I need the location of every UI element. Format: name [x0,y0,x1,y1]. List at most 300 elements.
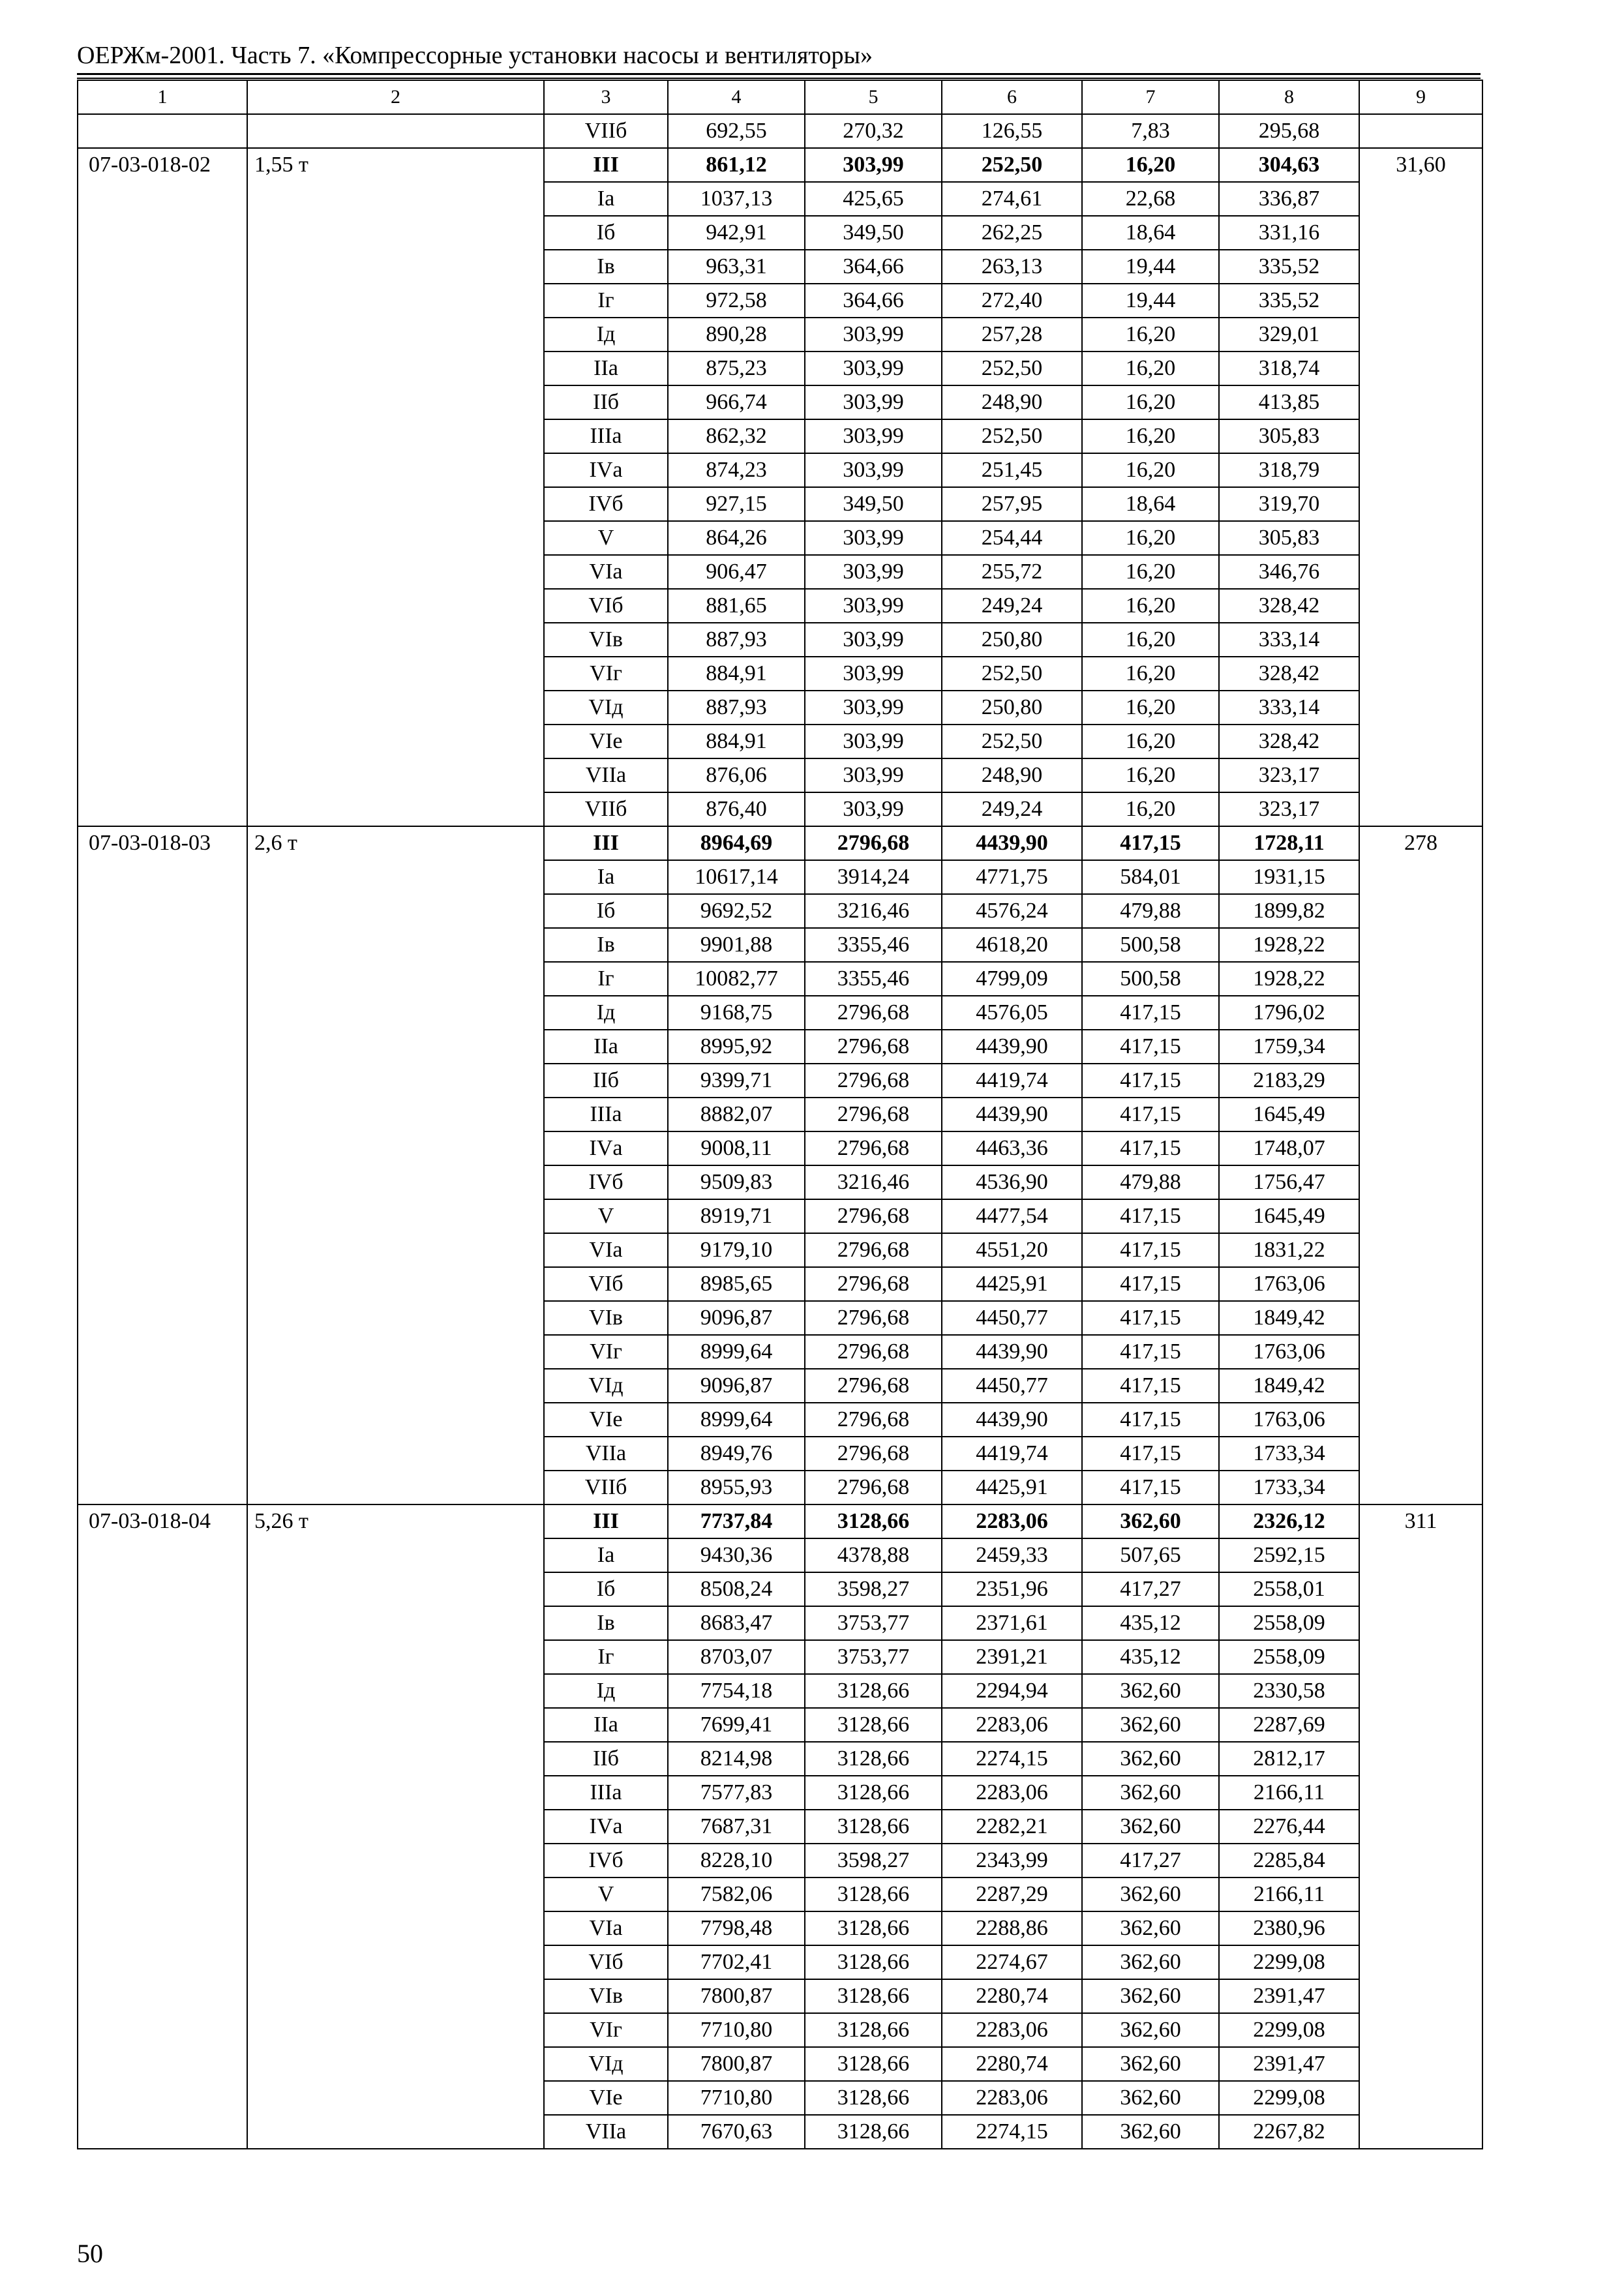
value-cell: 303,99 [805,555,942,589]
value-cell: 16,20 [1082,318,1219,352]
value-cell: 2558,01 [1219,1572,1359,1606]
value-cell: 876,40 [668,792,805,826]
value-cell: 250,80 [942,691,1082,725]
zone-cell: VIа [544,1233,668,1267]
zone-cell: IVа [544,453,668,487]
value-cell: 7577,83 [668,1776,805,1810]
header-rule-thin [77,78,1481,79]
value-cell: 7582,06 [668,1878,805,1911]
value-cell: 3128,66 [805,1979,942,2013]
value-cell: 333,14 [1219,623,1359,657]
value-cell: 8999,64 [668,1335,805,1369]
zone-cell: VIIа [544,2115,668,2149]
value-cell: 1733,34 [1219,1437,1359,1471]
value-cell: 417,15 [1082,826,1219,860]
value-cell: 1645,49 [1219,1098,1359,1131]
value-cell: 9096,87 [668,1301,805,1335]
value-cell: 417,15 [1082,1369,1219,1403]
value-cell: 2459,33 [942,1538,1082,1572]
value-cell: 16,20 [1082,148,1219,182]
value-cell: 2796,68 [805,1233,942,1267]
value-cell: 16,20 [1082,589,1219,623]
value-cell: 2299,08 [1219,1945,1359,1979]
value-cell: 3128,66 [805,1674,942,1708]
value-cell: 417,15 [1082,996,1219,1030]
value-cell: 2183,29 [1219,1064,1359,1098]
value-cell: 9399,71 [668,1064,805,1098]
value-cell: 417,15 [1082,1267,1219,1301]
value-cell: 2391,47 [1219,2047,1359,2081]
value-cell: 1931,15 [1219,860,1359,894]
value-cell: 8683,47 [668,1606,805,1640]
value-cell: 7754,18 [668,1674,805,1708]
value-cell: 2796,68 [805,826,942,860]
value-cell: 1748,07 [1219,1131,1359,1165]
value-cell: 362,60 [1082,1979,1219,2013]
value-cell: 8228,10 [668,1844,805,1878]
zone-cell: Iа [544,182,668,216]
value-cell: 319,70 [1219,487,1359,521]
zone-cell: Iб [544,216,668,250]
value-cell: 252,50 [942,148,1082,182]
value-cell: 2796,68 [805,1098,942,1131]
value-cell: 479,88 [1082,894,1219,928]
value-cell: 3128,66 [805,1878,942,1911]
value-cell: 2276,44 [1219,1810,1359,1844]
value-cell: 362,60 [1082,1945,1219,1979]
value-cell: 887,93 [668,691,805,725]
table-row [78,114,1482,148]
zone-cell: IVа [544,1810,668,1844]
value-cell: 335,52 [1219,250,1359,284]
value-cell: 425,65 [805,182,942,216]
value-cell: 927,15 [668,487,805,521]
value-cell: 417,15 [1082,1301,1219,1335]
value-cell: 364,66 [805,284,942,318]
value-cell: 248,90 [942,758,1082,792]
value-cell: 417,15 [1082,1030,1219,1064]
value-cell: 3355,46 [805,962,942,996]
mass-cell: 5,26 т [247,1504,544,2149]
zone-cell: VIд [544,2047,668,2081]
value-cell: 257,95 [942,487,1082,521]
value-cell: 1849,42 [1219,1369,1359,1403]
value-cell: 2283,06 [942,2081,1082,2115]
value-cell: 2796,68 [805,1471,942,1504]
zone-cell: VIд [544,1369,668,1403]
value-cell: 3598,27 [805,1844,942,1878]
mass-cell: 1,55 т [247,148,544,826]
extra-value-cell: 278 [1359,826,1482,1504]
value-cell: 16,20 [1082,691,1219,725]
value-cell: 2285,84 [1219,1844,1359,1878]
value-cell: 3128,66 [805,1911,942,1945]
value-cell: 7737,84 [668,1504,805,1538]
value-cell: 249,24 [942,792,1082,826]
value-cell: 303,99 [805,521,942,555]
value-cell: 942,91 [668,216,805,250]
value-cell: 335,52 [1219,284,1359,318]
value-cell: 19,44 [1082,250,1219,284]
value-cell: 2796,68 [805,1301,942,1335]
value-cell: 3128,66 [805,2115,942,2149]
value-cell: 274,61 [942,182,1082,216]
value-cell: 4439,90 [942,1098,1082,1131]
value-cell: 3128,66 [805,2081,942,2115]
value-cell: 3753,77 [805,1640,942,1674]
value-cell: 249,24 [942,589,1082,623]
value-cell: 2166,11 [1219,1878,1359,1911]
value-cell: 295,68 [1219,114,1359,148]
value-cell: 417,15 [1082,1437,1219,1471]
value-cell: 263,13 [942,250,1082,284]
value-cell: 2796,68 [805,1403,942,1437]
value-cell: 2796,68 [805,1064,942,1098]
value-cell: 16,20 [1082,385,1219,419]
value-cell: 16,20 [1082,657,1219,691]
value-cell: 3216,46 [805,894,942,928]
value-cell: 2287,29 [942,1878,1082,1911]
value-cell: 417,15 [1082,1335,1219,1369]
zone-cell: Iв [544,250,668,284]
zone-cell: VIг [544,1335,668,1369]
value-cell: 963,31 [668,250,805,284]
zone-cell: Iг [544,1640,668,1674]
value-cell: 362,60 [1082,2013,1219,2047]
value-cell: 2287,69 [1219,1708,1359,1742]
value-cell: 323,17 [1219,792,1359,826]
extra-value-cell: 311 [1359,1504,1482,2149]
zone-cell: IVб [544,1844,668,1878]
value-cell: 328,42 [1219,725,1359,758]
zone-cell: VIIа [544,758,668,792]
value-cell: 303,99 [805,352,942,385]
zone-cell: Iд [544,996,668,1030]
value-cell: 3128,66 [805,1708,942,1742]
value-cell: 4576,05 [942,996,1082,1030]
value-cell: 362,60 [1082,2081,1219,2115]
value-cell: 362,60 [1082,1742,1219,1776]
value-cell: 362,60 [1082,1776,1219,1810]
value-cell: 16,20 [1082,453,1219,487]
value-cell: 328,42 [1219,589,1359,623]
value-cell: 9168,75 [668,996,805,1030]
value-cell: 2282,21 [942,1810,1082,1844]
zone-cell: IVб [544,1165,668,1199]
zone-cell: VIб [544,1945,668,1979]
value-cell: 4450,77 [942,1369,1082,1403]
value-cell: 362,60 [1082,1810,1219,1844]
value-cell: 364,66 [805,250,942,284]
value-cell: 346,76 [1219,555,1359,589]
value-cell: 304,63 [1219,148,1359,182]
value-cell: 349,50 [805,487,942,521]
value-cell: 318,74 [1219,352,1359,385]
column-number-cell: 2 [247,80,544,114]
value-cell: 4551,20 [942,1233,1082,1267]
zone-cell: IIIа [544,1098,668,1131]
value-cell: 22,68 [1082,182,1219,216]
value-cell: 4771,75 [942,860,1082,894]
value-cell: 362,60 [1082,2047,1219,2081]
value-cell: 417,27 [1082,1844,1219,1878]
value-cell: 3914,24 [805,860,942,894]
value-cell: 9430,36 [668,1538,805,1572]
value-cell: 8214,98 [668,1742,805,1776]
value-cell: 1759,34 [1219,1030,1359,1064]
value-cell: 362,60 [1082,1878,1219,1911]
value-cell: 305,83 [1219,419,1359,453]
value-cell: 362,60 [1082,2115,1219,2149]
value-cell: 318,79 [1219,453,1359,487]
column-number-cell: 1 [78,80,247,114]
value-cell: 1899,82 [1219,894,1359,928]
zone-cell: IIIа [544,419,668,453]
value-cell: 16,20 [1082,555,1219,589]
value-cell: 4419,74 [942,1064,1082,1098]
value-cell: 4463,36 [942,1131,1082,1165]
value-cell: 3128,66 [805,1742,942,1776]
value-cell: 303,99 [805,148,942,182]
table-row [78,1504,1482,1538]
zone-cell: IIIа [544,1776,668,1810]
value-cell: 8882,07 [668,1098,805,1131]
value-cell: 2351,96 [942,1572,1082,1606]
value-cell: 4425,91 [942,1267,1082,1301]
value-cell: 413,85 [1219,385,1359,419]
value-cell: 2283,06 [942,1708,1082,1742]
zone-cell: Iг [544,284,668,318]
value-cell: 1763,06 [1219,1403,1359,1437]
zone-cell: VIг [544,2013,668,2047]
zone-cell: IIа [544,1030,668,1064]
value-cell: 362,60 [1082,1708,1219,1742]
value-cell: 1733,34 [1219,1471,1359,1504]
value-cell: 507,65 [1082,1538,1219,1572]
page-header-title: ОЕРЖм-2001. Часть 7. «Компрессорные установки насосы и вентиляторы» [77,42,873,69]
value-cell: 8999,64 [668,1403,805,1437]
value-cell: 262,25 [942,216,1082,250]
value-cell: 3128,66 [805,1776,942,1810]
value-cell: 349,50 [805,216,942,250]
value-cell: 3753,77 [805,1606,942,1640]
value-cell: 417,15 [1082,1131,1219,1165]
value-cell: 2274,67 [942,1945,1082,1979]
zone-cell: VIIб [544,114,668,148]
value-cell: 4378,88 [805,1538,942,1572]
zone-cell: III [544,826,668,860]
value-cell: 7798,48 [668,1911,805,1945]
value-cell: 7710,80 [668,2013,805,2047]
value-cell: 7710,80 [668,2081,805,2115]
value-cell: 3128,66 [805,1504,942,1538]
value-cell: 2288,86 [942,1911,1082,1945]
page-number: 50 [77,2239,103,2268]
value-cell: 305,83 [1219,521,1359,555]
value-cell: 881,65 [668,589,805,623]
value-cell: 303,99 [805,419,942,453]
value-cell: 9096,87 [668,1369,805,1403]
mass-cell: 2,6 т [247,826,544,1504]
value-cell: 2812,17 [1219,1742,1359,1776]
value-cell: 1037,13 [668,182,805,216]
value-cell: 323,17 [1219,758,1359,792]
value-cell: 1928,22 [1219,962,1359,996]
value-cell: 3216,46 [805,1165,942,1199]
value-cell: 7702,41 [668,1945,805,1979]
value-cell: 417,15 [1082,1233,1219,1267]
column-number-row [78,80,1482,114]
table-row [78,826,1482,860]
value-cell: 3598,27 [805,1572,942,1606]
value-cell: 9901,88 [668,928,805,962]
value-cell: 4618,20 [942,928,1082,962]
value-cell: 966,74 [668,385,805,419]
value-cell: 2558,09 [1219,1606,1359,1640]
value-cell: 8985,65 [668,1267,805,1301]
value-cell: 7687,31 [668,1810,805,1844]
value-cell: 1831,22 [1219,1233,1359,1267]
zone-cell: VIе [544,2081,668,2115]
value-cell: 1763,06 [1219,1267,1359,1301]
value-cell: 303,99 [805,623,942,657]
zone-cell: Iд [544,1674,668,1708]
value-cell: 303,99 [805,453,942,487]
value-cell: 8703,07 [668,1640,805,1674]
value-cell: 1928,22 [1219,928,1359,962]
value-cell: 2796,68 [805,1437,942,1471]
value-cell: 329,01 [1219,318,1359,352]
zone-cell: III [544,1504,668,1538]
extra-value-cell: 31,60 [1359,148,1482,826]
zone-cell: VIIб [544,792,668,826]
value-cell: 303,99 [805,318,942,352]
value-cell: 417,15 [1082,1403,1219,1437]
column-number-cell: 8 [1219,80,1359,114]
value-cell: 18,64 [1082,487,1219,521]
value-cell: 1756,47 [1219,1165,1359,1199]
value-cell: 2391,47 [1219,1979,1359,2013]
value-cell: 303,99 [805,691,942,725]
zone-cell: IIб [544,385,668,419]
value-cell: 303,99 [805,385,942,419]
zone-cell: VIв [544,623,668,657]
value-cell: 19,44 [1082,284,1219,318]
value-cell: 500,58 [1082,928,1219,962]
value-cell: 8508,24 [668,1572,805,1606]
value-cell: 2283,06 [942,2013,1082,2047]
value-cell: 18,64 [1082,216,1219,250]
value-cell: 1645,49 [1219,1199,1359,1233]
value-cell: 252,50 [942,657,1082,691]
value-cell: 4439,90 [942,1403,1082,1437]
zone-cell: Iа [544,1538,668,1572]
value-cell: 9179,10 [668,1233,805,1267]
value-cell: 254,44 [942,521,1082,555]
value-cell: 692,55 [668,114,805,148]
rate-code-cell: 07-03-018-03 [78,826,247,1504]
value-cell: 16,20 [1082,623,1219,657]
zone-cell: VIв [544,1979,668,2013]
value-cell: 4439,90 [942,1030,1082,1064]
zone-cell: Iв [544,928,668,962]
value-cell: 2326,12 [1219,1504,1359,1538]
value-cell: 2796,68 [805,1030,942,1064]
value-cell: 435,12 [1082,1640,1219,1674]
value-cell: 8964,69 [668,826,805,860]
value-cell: 252,50 [942,352,1082,385]
value-cell: 303,99 [805,758,942,792]
value-cell: 3128,66 [805,2013,942,2047]
rate-code-cell: 07-03-018-04 [78,1504,247,2149]
value-cell: 9692,52 [668,894,805,928]
zone-cell: VIа [544,1911,668,1945]
zone-cell: VIб [544,1267,668,1301]
value-cell: 584,01 [1082,860,1219,894]
zone-cell: Iв [544,1606,668,1640]
value-cell: 2796,68 [805,1267,942,1301]
value-cell: 10617,14 [668,860,805,894]
mass-cell [247,114,544,148]
value-cell: 861,12 [668,148,805,182]
value-cell: 2343,99 [942,1844,1082,1878]
value-cell: 272,40 [942,284,1082,318]
zone-cell: IIб [544,1064,668,1098]
value-cell: 479,88 [1082,1165,1219,1199]
value-cell: 255,72 [942,555,1082,589]
value-cell: 7800,87 [668,1979,805,2013]
zone-cell: IIа [544,352,668,385]
value-cell: 2274,15 [942,1742,1082,1776]
value-cell: 16,20 [1082,419,1219,453]
value-cell: 2796,68 [805,1335,942,1369]
zone-cell: Iд [544,318,668,352]
value-cell: 884,91 [668,657,805,691]
value-cell: 4536,90 [942,1165,1082,1199]
value-cell: 257,28 [942,318,1082,352]
value-cell: 303,99 [805,589,942,623]
rates-table [77,80,1483,2149]
value-cell: 333,14 [1219,691,1359,725]
value-cell: 3128,66 [805,1810,942,1844]
zone-cell: VIг [544,657,668,691]
value-cell: 2391,21 [942,1640,1082,1674]
value-cell: 3355,46 [805,928,942,962]
value-cell: 8955,93 [668,1471,805,1504]
value-cell: 16,20 [1082,792,1219,826]
value-cell: 336,87 [1219,182,1359,216]
value-cell: 16,20 [1082,725,1219,758]
zone-cell: VIв [544,1301,668,1335]
value-cell: 2380,96 [1219,1911,1359,1945]
extra-cell [1359,114,1482,148]
value-cell: 252,50 [942,725,1082,758]
value-cell: 16,20 [1082,521,1219,555]
zone-cell: V [544,1878,668,1911]
value-cell: 248,90 [942,385,1082,419]
value-cell: 1728,11 [1219,826,1359,860]
value-cell: 874,23 [668,453,805,487]
value-cell: 2330,58 [1219,1674,1359,1708]
zone-cell: Iб [544,1572,668,1606]
value-cell: 2796,68 [805,1199,942,1233]
zone-cell: V [544,1199,668,1233]
value-cell: 2280,74 [942,2047,1082,2081]
value-cell: 2796,68 [805,996,942,1030]
value-cell: 2558,09 [1219,1640,1359,1674]
value-cell: 303,99 [805,657,942,691]
value-cell: 1763,06 [1219,1335,1359,1369]
